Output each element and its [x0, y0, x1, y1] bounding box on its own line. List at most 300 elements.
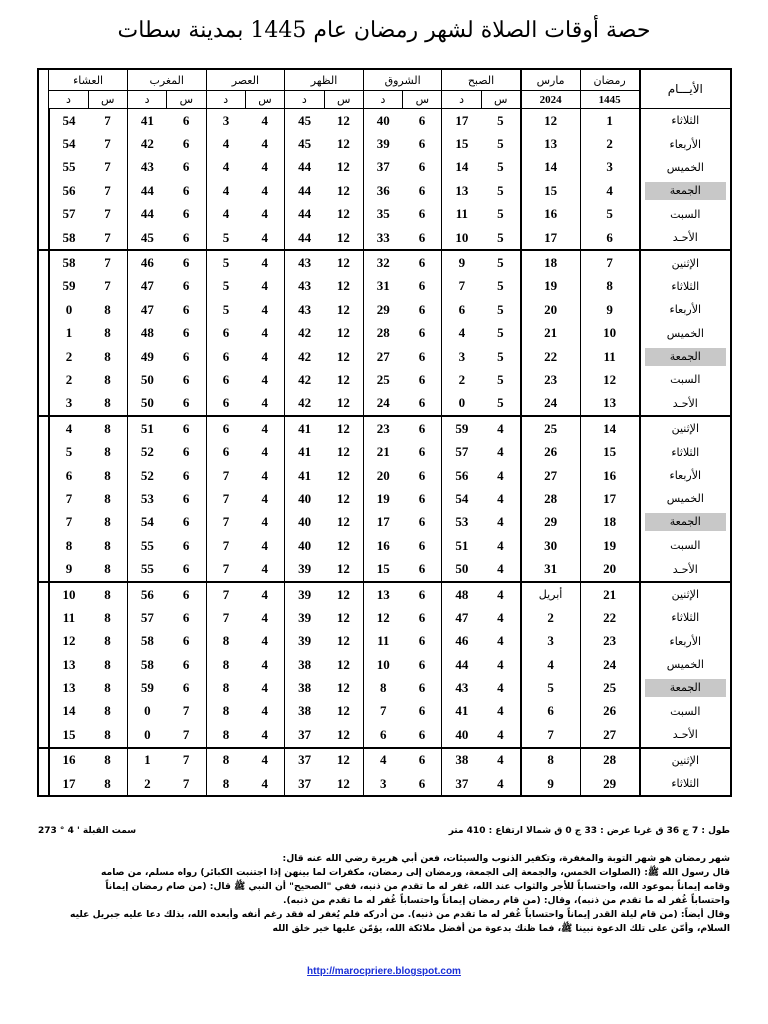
- hour-cell: 8: [104, 703, 111, 719]
- row-end-pad: [38, 772, 49, 796]
- hour-cell: 12: [336, 490, 350, 506]
- minute-cell: 47: [127, 275, 166, 298]
- hour-cell: 4: [261, 444, 269, 460]
- ramadan-day-cell: 10: [580, 322, 640, 345]
- minute-cell: 38: [285, 653, 324, 676]
- table-row: [38, 464, 731, 487]
- minute-cell: 3: [442, 345, 481, 368]
- minute-cell: 13: [49, 653, 88, 676]
- day-name: الثلاثاء: [671, 777, 700, 791]
- hour-cell: 12: [336, 371, 350, 387]
- hour-label: س: [481, 91, 520, 109]
- minute-cell: 54: [127, 511, 166, 534]
- hour-cell: 8: [104, 325, 111, 341]
- greg-day-cell: 22: [521, 345, 581, 368]
- minute-cell: 13: [49, 676, 88, 699]
- hour-cell: 5: [481, 392, 520, 416]
- minute-cell: 38: [442, 748, 481, 772]
- day-name: الأربعاء: [669, 303, 702, 317]
- minute-cell: 33: [363, 226, 402, 250]
- minute-cell: 55: [49, 156, 88, 179]
- table-row: [38, 156, 731, 179]
- hour-cell: 12: [336, 680, 350, 696]
- minute-cell: 58: [127, 653, 166, 676]
- minute-cell: 56: [442, 464, 481, 487]
- ramadan-day-cell: 3: [580, 156, 640, 179]
- minute-cell: 49: [127, 345, 166, 368]
- day-name: الإثنين: [671, 256, 699, 270]
- row-end-pad: [38, 226, 49, 250]
- row-end-pad: [38, 464, 49, 487]
- day-name-cell: [640, 250, 731, 274]
- minute-cell: 43: [127, 156, 166, 179]
- minute-cell: 52: [127, 464, 166, 487]
- minute-cell: 7: [49, 487, 88, 510]
- hour-cell: 7: [104, 112, 111, 128]
- day-name-cell: [640, 511, 731, 534]
- ramadan-day-cell: 14: [580, 416, 640, 440]
- minute-cell: 0: [442, 392, 481, 416]
- minute-cell: 8: [206, 723, 245, 747]
- row-end-pad: [38, 203, 49, 226]
- hour-cell: 5: [497, 325, 504, 341]
- hour-label: س: [88, 91, 127, 109]
- hour-cell: 6: [418, 255, 426, 271]
- hour-label: س: [324, 91, 363, 109]
- hour-cell: 6: [167, 226, 206, 250]
- minute-cell: 55: [127, 534, 166, 557]
- minute-cell: 23: [363, 416, 402, 440]
- row-end-pad: [38, 676, 49, 699]
- hour-cell: 6: [182, 656, 190, 672]
- day-name-cell: [640, 557, 731, 581]
- day-name: الخميس: [666, 658, 704, 672]
- ramadan-header: رمضان: [580, 69, 640, 91]
- asr-header: العصر: [206, 69, 285, 91]
- minute-cell: 8: [206, 653, 245, 676]
- hour-cell: 12: [336, 514, 350, 530]
- hour-cell: 12: [336, 656, 350, 672]
- day-name-cell: [640, 109, 731, 133]
- day-name: الأربعاء: [669, 469, 702, 483]
- day-name-cell: [640, 392, 731, 416]
- hour-cell: 8: [104, 467, 111, 483]
- hour-cell: 4: [261, 680, 269, 696]
- ramadan-day-cell: 17: [580, 487, 640, 510]
- minute-cell: 1: [127, 748, 166, 772]
- minute-cell: 7: [49, 511, 88, 534]
- greg-day-cell: 27: [521, 464, 581, 487]
- minute-cell: 40: [285, 511, 324, 534]
- hour-label: س: [403, 91, 442, 109]
- minute-cell: 13: [442, 179, 481, 202]
- table-row: [38, 226, 731, 250]
- hour-cell: 8: [104, 301, 111, 317]
- hour-cell: 4: [245, 226, 284, 250]
- minute-cell: 44: [285, 156, 324, 179]
- minute-cell: 51: [442, 534, 481, 557]
- table-row: [38, 275, 731, 298]
- minute-cell: 58: [49, 250, 88, 274]
- hour-cell: 12: [336, 703, 350, 719]
- minute-cell: 31: [363, 275, 402, 298]
- minute-cell: 8: [363, 676, 402, 699]
- hour-cell: 8: [104, 420, 111, 436]
- minute-cell: 8: [206, 700, 245, 723]
- hour-cell: 6: [167, 557, 206, 581]
- hour-cell: 4: [497, 444, 504, 460]
- minute-cell: 43: [285, 275, 324, 298]
- minute-cell: 41: [285, 464, 324, 487]
- minute-cell: 7: [206, 606, 245, 629]
- ramadan-day-cell: 4: [580, 179, 640, 202]
- day-name: السبت: [670, 373, 701, 387]
- hour-cell: 7: [167, 723, 206, 747]
- day-name-cell: [640, 156, 731, 179]
- minute-cell: 3: [206, 109, 245, 133]
- day-name: الأحـد: [672, 562, 698, 576]
- hour-cell: 4: [261, 325, 269, 341]
- minute-cell: 7: [206, 534, 245, 557]
- ramadan-day-cell: 18: [580, 511, 640, 534]
- hour-cell: 12: [336, 325, 350, 341]
- table-row: [38, 298, 731, 321]
- row-end-pad: [38, 322, 49, 345]
- prayer-times-table: [37, 68, 732, 797]
- minute-cell: 41: [285, 416, 324, 440]
- minute-cell: 41: [127, 109, 166, 133]
- day-name-cell: [640, 748, 731, 772]
- row-end-pad: [38, 606, 49, 629]
- greg-day-cell: 23: [521, 368, 581, 391]
- ramadan-day-cell: 20: [580, 557, 640, 581]
- day-name: الجمعة: [645, 348, 726, 366]
- greg-day-cell: 8: [521, 748, 581, 772]
- minute-cell: 10: [442, 226, 481, 250]
- ramadan-day-cell: 28: [580, 748, 640, 772]
- row-end-pad: [38, 534, 49, 557]
- hour-cell: 7: [104, 255, 111, 271]
- hour-cell: 6: [182, 206, 190, 222]
- table-row: [38, 723, 731, 747]
- greg-day-cell: 19: [521, 275, 581, 298]
- day-name-cell: [640, 676, 731, 699]
- hour-cell: 6: [418, 112, 426, 128]
- greg-day-cell: 5: [521, 676, 581, 699]
- minute-cell: 44: [285, 226, 324, 250]
- minute-cell: 19: [363, 487, 402, 510]
- ramadan-day-cell: 29: [580, 772, 640, 796]
- row-end-pad: [38, 748, 49, 772]
- table-row: [38, 534, 731, 557]
- ramadan-day-cell: 19: [580, 534, 640, 557]
- row-end-pad: [38, 582, 49, 606]
- minute-cell: 57: [442, 440, 481, 463]
- minute-cell: 24: [363, 392, 402, 416]
- minute-cell: 4: [49, 416, 88, 440]
- table-row: [38, 440, 731, 463]
- ramadan-day-cell: 13: [580, 392, 640, 416]
- greg-day-cell: 17: [521, 226, 581, 250]
- minute-cell: 59: [442, 416, 481, 440]
- day-name: الثلاثاء: [671, 445, 700, 459]
- hour-cell: 6: [167, 392, 206, 416]
- minute-cell: 45: [285, 109, 324, 133]
- minute-cell: 42: [127, 132, 166, 155]
- day-name-cell: [640, 322, 731, 345]
- hour-cell: 12: [324, 226, 363, 250]
- hour-cell: 5: [497, 159, 504, 175]
- minute-cell: 44: [285, 179, 324, 202]
- minute-cell: 5: [206, 250, 245, 274]
- day-name-cell: [640, 275, 731, 298]
- hour-cell: 8: [104, 680, 111, 696]
- minute-cell: 2: [442, 368, 481, 391]
- minute-cell: 15: [363, 557, 402, 581]
- minute-cell: 6: [206, 322, 245, 345]
- minute-cell: 40: [285, 534, 324, 557]
- day-name-cell: [640, 132, 731, 155]
- minute-cell: 42: [285, 345, 324, 368]
- hour-cell: 6: [403, 723, 442, 747]
- minute-cell: 11: [49, 606, 88, 629]
- hour-cell: 12: [336, 586, 350, 602]
- minute-cell: 45: [127, 226, 166, 250]
- greg-year-header: 2024: [521, 91, 581, 109]
- hour-cell: 4: [497, 680, 504, 696]
- hour-cell: 4: [261, 420, 269, 436]
- minute-cell: 54: [49, 132, 88, 155]
- hour-cell: 12: [336, 278, 350, 294]
- greg-day-cell: 18: [521, 250, 581, 274]
- minute-cell: 50: [127, 368, 166, 391]
- hour-cell: 6: [418, 586, 426, 602]
- note-line: قال رسول الله ﷺ: (الصلوات الخمس، والجمعة إلى الجمعة، ورمضان إلى رمضان، مكفرات لما بينهن إذا اجتنبت الكبائر) رواه مسلم، من صامه: [100, 867, 730, 878]
- hour-cell: 6: [182, 159, 190, 175]
- hour-cell: 4: [261, 301, 269, 317]
- hour-cell: 6: [418, 420, 426, 436]
- hour-cell: 12: [324, 392, 363, 416]
- minute-cell: 9: [49, 557, 88, 581]
- minute-cell: 16: [49, 748, 88, 772]
- hour-cell: 8: [104, 514, 111, 530]
- hour-cell: 6: [182, 112, 190, 128]
- minute-cell: 45: [285, 132, 324, 155]
- hour-cell: 12: [324, 557, 363, 581]
- hour-cell: 6: [418, 752, 426, 768]
- hour-cell: 6: [182, 348, 190, 364]
- hour-cell: 4: [261, 255, 269, 271]
- minute-cell: 15: [442, 132, 481, 155]
- table-row: [38, 250, 731, 274]
- greg-day-cell: 24: [521, 392, 581, 416]
- greg-day-cell: 2: [521, 606, 581, 629]
- minute-cell: 7: [206, 582, 245, 606]
- ramadan-day-cell: 8: [580, 275, 640, 298]
- note-line: شهر رمضان هو شهر التوبة والمغفرة، وتكفير الذنوب والسيئات، فعن أبي هريرة رضي الله عنه قال:: [282, 853, 730, 864]
- hour-cell: 8: [104, 633, 111, 649]
- table-row: [38, 203, 731, 226]
- hour-cell: 6: [418, 301, 426, 317]
- hour-cell: 12: [336, 112, 350, 128]
- hour-cell: 5: [497, 301, 504, 317]
- hour-cell: 8: [88, 557, 127, 581]
- minute-cell: 48: [127, 322, 166, 345]
- qibla-info: سمت القبلة ' 4 ° 273: [38, 826, 137, 836]
- minute-cell: 0: [127, 700, 166, 723]
- minute-cell: 43: [285, 250, 324, 274]
- minute-cell: 40: [363, 109, 402, 133]
- minute-cell: 10: [363, 653, 402, 676]
- minute-cell: 5: [206, 226, 245, 250]
- hour-cell: 6: [418, 206, 426, 222]
- greg-day-cell: 3: [521, 630, 581, 653]
- hour-cell: 12: [336, 159, 350, 175]
- shuruq-header: الشروق: [363, 69, 442, 91]
- day-name: الجمعة: [645, 182, 726, 200]
- minute-cell: 6: [206, 345, 245, 368]
- minute-cell: 44: [127, 179, 166, 202]
- table-row: [38, 653, 731, 676]
- hour-cell: 12: [336, 182, 350, 198]
- greg-day-cell: 7: [521, 723, 581, 747]
- hour-cell: 8: [104, 444, 111, 460]
- hour-cell: 6: [418, 537, 426, 553]
- hour-cell: 4: [261, 609, 269, 625]
- minute-label: د: [127, 91, 166, 109]
- greg-day-cell: 9: [521, 772, 581, 796]
- minute-cell: 51: [127, 416, 166, 440]
- hour-cell: 6: [418, 514, 426, 530]
- hour-cell: 6: [182, 278, 190, 294]
- location-info: طول : 7 ج 36 ق غربا عرض : 33 ج 0 ق شمالا ارتفاع : 410 متر: [448, 826, 730, 836]
- ramadan-day-cell: 1: [580, 109, 640, 133]
- hour-cell: 6: [418, 278, 426, 294]
- table-row: [38, 511, 731, 534]
- minute-cell: 44: [285, 203, 324, 226]
- minute-cell: 50: [127, 392, 166, 416]
- greg-day-cell: 16: [521, 203, 581, 226]
- minute-cell: 17: [442, 109, 481, 133]
- hour-cell: 4: [261, 514, 269, 530]
- minute-cell: 13: [363, 582, 402, 606]
- table-row: [38, 582, 731, 606]
- hour-cell: 6: [403, 392, 442, 416]
- minute-cell: 55: [127, 557, 166, 581]
- greg-day-cell: 15: [521, 179, 581, 202]
- row-end-pad: [38, 511, 49, 534]
- hour-cell: 6: [418, 444, 426, 460]
- minute-cell: 39: [363, 132, 402, 155]
- hour-cell: 8: [104, 371, 111, 387]
- hour-cell: 6: [418, 182, 426, 198]
- day-name: الأحـد: [672, 396, 698, 410]
- hour-cell: 6: [418, 136, 426, 152]
- greg-day-cell: 6: [521, 700, 581, 723]
- hour-cell: 6: [182, 586, 190, 602]
- minute-cell: 14: [49, 700, 88, 723]
- hour-cell: 7: [104, 136, 111, 152]
- row-end-pad: [38, 179, 49, 202]
- day-name: الأربعاء: [669, 137, 702, 151]
- day-name: السبت: [670, 207, 701, 221]
- day-name: الإثنين: [671, 753, 699, 767]
- hour-cell: 4: [497, 420, 504, 436]
- minute-cell: 2: [49, 368, 88, 391]
- minute-cell: 21: [363, 440, 402, 463]
- minute-cell: 35: [363, 203, 402, 226]
- minute-cell: 8: [206, 772, 245, 796]
- hour-cell: 5: [497, 112, 504, 128]
- row-end-pad: [38, 557, 49, 581]
- minute-cell: 6: [363, 723, 402, 747]
- minute-cell: 2: [127, 772, 166, 796]
- ramadan-notes: [40, 852, 730, 936]
- hour-cell: 6: [182, 609, 190, 625]
- hour-cell: 8: [88, 392, 127, 416]
- table-row: [38, 416, 731, 440]
- hour-label: س: [167, 91, 206, 109]
- table-row: [38, 700, 731, 723]
- day-name-cell: [640, 416, 731, 440]
- day-name-cell: [640, 464, 731, 487]
- hour-cell: 6: [403, 557, 442, 581]
- minute-cell: 8: [206, 748, 245, 772]
- day-name: الثلاثاء: [671, 611, 700, 625]
- prayer-times-body: [38, 109, 731, 797]
- hour-cell: 4: [497, 467, 504, 483]
- hour-cell: 12: [336, 301, 350, 317]
- minute-cell: 7: [363, 700, 402, 723]
- hour-cell: 6: [182, 136, 190, 152]
- day-name: الخميس: [666, 492, 704, 506]
- hour-cell: 12: [336, 206, 350, 222]
- website-link[interactable]: http://marocpriere.blogspot.com: [307, 966, 461, 977]
- hour-cell: 12: [336, 775, 350, 791]
- hour-cell: 6: [182, 467, 190, 483]
- table-row: [38, 606, 731, 629]
- hour-cell: 4: [261, 752, 269, 768]
- minute-cell: 0: [127, 723, 166, 747]
- minute-cell: 6: [206, 440, 245, 463]
- hour-cell: 6: [418, 609, 426, 625]
- greg-day-cell: 21: [521, 322, 581, 345]
- hour-cell: 4: [261, 633, 269, 649]
- hour-cell: 6: [418, 490, 426, 506]
- day-name-cell: [640, 630, 731, 653]
- minute-cell: 59: [49, 275, 88, 298]
- minute-cell: 59: [127, 676, 166, 699]
- minute-cell: 43: [442, 676, 481, 699]
- minute-cell: 5: [206, 298, 245, 321]
- hour-cell: 7: [104, 182, 111, 198]
- hour-cell: 12: [336, 537, 350, 553]
- minute-cell: 41: [442, 700, 481, 723]
- greg-day-cell: 25: [521, 416, 581, 440]
- ramadan-day-cell: 25: [580, 676, 640, 699]
- hour-cell: 6: [182, 537, 190, 553]
- minute-cell: 37: [285, 748, 324, 772]
- minute-cell: 42: [285, 368, 324, 391]
- minute-cell: 5: [206, 275, 245, 298]
- hour-cell: 4: [481, 723, 520, 747]
- minute-cell: 32: [363, 250, 402, 274]
- minute-cell: 40: [285, 487, 324, 510]
- day-name-cell: [640, 534, 731, 557]
- row-end-pad: [38, 723, 49, 747]
- minute-cell: 6: [206, 368, 245, 391]
- greg-day-cell: 29: [521, 511, 581, 534]
